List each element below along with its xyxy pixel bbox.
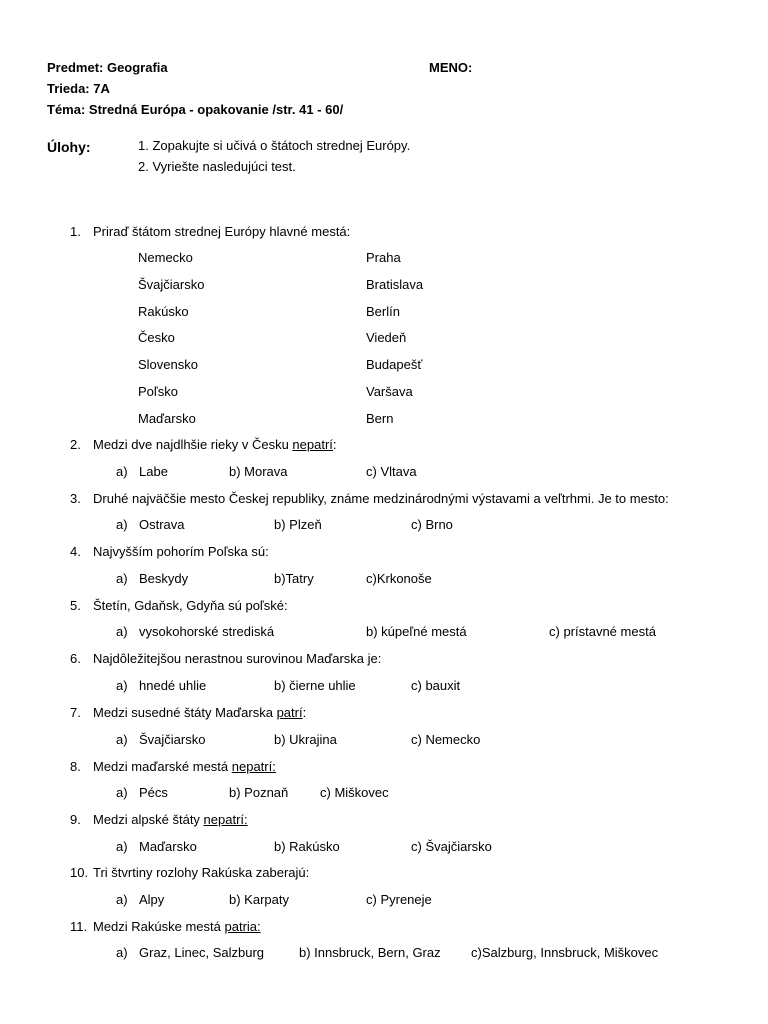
country-item: Poľsko <box>138 384 178 399</box>
country-item: Nemecko <box>138 250 193 265</box>
answer-option: b) Ukrajina <box>274 732 337 747</box>
answer-option: Graz, Linec, Salzburg <box>139 945 265 960</box>
option-marker: a) <box>116 732 128 747</box>
capital-item: Praha <box>366 250 401 265</box>
topic-label: Téma: Stredná Európa - opakovanie /str. 41 - 60/ <box>47 102 344 117</box>
option-marker: a) <box>116 624 128 639</box>
answer-option: c) Vltava <box>366 464 417 479</box>
question-number: 10. <box>70 865 89 880</box>
task-item: 1. Zopakujte si učivá o štátoch strednej Európy. <box>138 138 411 153</box>
answer-option: c) Pyreneje <box>366 892 432 907</box>
capital-item: Viedeň <box>366 330 407 345</box>
question-text: Tri štvrtiny rozlohy Rakúska zaberajú: <box>93 865 310 880</box>
question-number: 5. <box>70 598 81 613</box>
option-marker: a) <box>116 785 128 800</box>
answer-option: b) Innsbruck, Bern, Graz <box>299 945 441 960</box>
question-number: 3. <box>70 491 81 506</box>
answer-option: Maďarsko <box>139 839 197 854</box>
option-marker: a) <box>116 945 128 960</box>
question-number: 2. <box>70 437 81 452</box>
answer-option: b)Tatry <box>274 571 314 586</box>
question-number: 1. <box>70 224 81 239</box>
option-marker: a) <box>116 892 128 907</box>
answer-option: c) prístavné mestá <box>549 624 656 639</box>
answer-option: c) Nemecko <box>411 732 481 747</box>
answer-option: b) Plzeň <box>274 517 322 532</box>
capital-item: Bratislava <box>366 277 424 292</box>
capital-item: Bern <box>366 411 394 426</box>
country-item: Švajčiarsko <box>138 277 205 292</box>
name-label: MENO: <box>429 60 473 75</box>
answer-option: b) čierne uhlie <box>274 678 356 693</box>
option-marker: a) <box>116 571 128 586</box>
answer-option: Švajčiarsko <box>139 732 206 747</box>
answer-option: Pécs <box>139 785 168 800</box>
subject-label: Predmet: Geografia <box>47 60 168 75</box>
question-number: 4. <box>70 544 81 559</box>
answer-option: Ostrava <box>139 517 185 532</box>
answer-option: Labe <box>139 464 168 479</box>
underlined-keyword: nepatrí: <box>231 759 276 774</box>
question-number: 9. <box>70 812 81 827</box>
option-marker: a) <box>116 839 128 854</box>
country-item: Rakúsko <box>138 304 189 319</box>
answer-option: b) Morava <box>229 464 288 479</box>
question-text: Medzi Rakúske mestá patria: <box>93 919 261 934</box>
country-item: Slovensko <box>138 357 198 372</box>
underlined-keyword: patria: <box>224 919 261 934</box>
question-text: Priraď štátom strednej Európy hlavné mestá: <box>93 224 351 239</box>
answer-option: b) Poznaň <box>229 785 289 800</box>
question-text: Medzi maďarské mestá nepatrí: <box>93 759 276 774</box>
option-marker: a) <box>116 517 128 532</box>
tasks-heading: Úlohy: <box>47 139 91 155</box>
capital-item: Varšava <box>366 384 413 399</box>
underlined-keyword: patrí <box>276 705 303 720</box>
answer-option: c) Miškovec <box>320 785 389 800</box>
underlined-keyword: nepatrí <box>292 437 333 452</box>
answer-option: c)Salzburg, Innsbruck, Miškovec <box>471 945 659 960</box>
answer-option: c) Švajčiarsko <box>411 839 492 854</box>
question-text: Medzi susedné štáty Maďarska patrí: <box>93 705 307 720</box>
answer-option: c)Krkonoše <box>366 571 432 586</box>
answer-option: c) bauxit <box>411 678 461 693</box>
capital-item: Budapešť <box>366 357 423 372</box>
answer-option: b) Karpaty <box>229 892 289 907</box>
question-number: 8. <box>70 759 81 774</box>
answer-option: hnedé uhlie <box>139 678 207 693</box>
question-text: Medzi alpské štáty nepatrí: <box>93 812 248 827</box>
option-marker: a) <box>116 678 128 693</box>
answer-option: b) Rakúsko <box>274 839 340 854</box>
country-item: Maďarsko <box>138 411 196 426</box>
question-number: 11. <box>70 919 88 934</box>
option-marker: a) <box>116 464 128 479</box>
country-item: Česko <box>138 330 175 345</box>
question-text: Druhé najväčšie mesto Českej republiky, známe medzinárodnými výstavami a veľtrhmi. Je to mesto: <box>93 491 669 506</box>
underlined-keyword: nepatrí: <box>203 812 248 827</box>
answer-option: c) Brno <box>411 517 453 532</box>
question-text: Štetín, Gdaňsk, Gdyňa sú poľské: <box>93 598 288 613</box>
question-text: Najdôležitejšou nerastnou surovinou Maďarska je: <box>93 651 382 666</box>
capital-item: Berlín <box>366 304 400 319</box>
task-item: 2. Vyriešte nasledujúci test. <box>138 159 296 174</box>
question-text: Najvyšším pohorím Poľska sú: <box>93 544 269 559</box>
question-number: 7. <box>70 705 81 720</box>
answer-option: vysokohorské strediská <box>139 624 275 639</box>
answer-option: b) kúpeľné mestá <box>366 624 467 639</box>
question-text: Medzi dve najdlhšie rieky v Česku nepatrí: <box>93 437 337 452</box>
question-number: 6. <box>70 651 81 666</box>
answer-option: Beskydy <box>139 571 189 586</box>
class-label: Trieda: 7A <box>47 81 110 96</box>
answer-option: Alpy <box>139 892 165 907</box>
